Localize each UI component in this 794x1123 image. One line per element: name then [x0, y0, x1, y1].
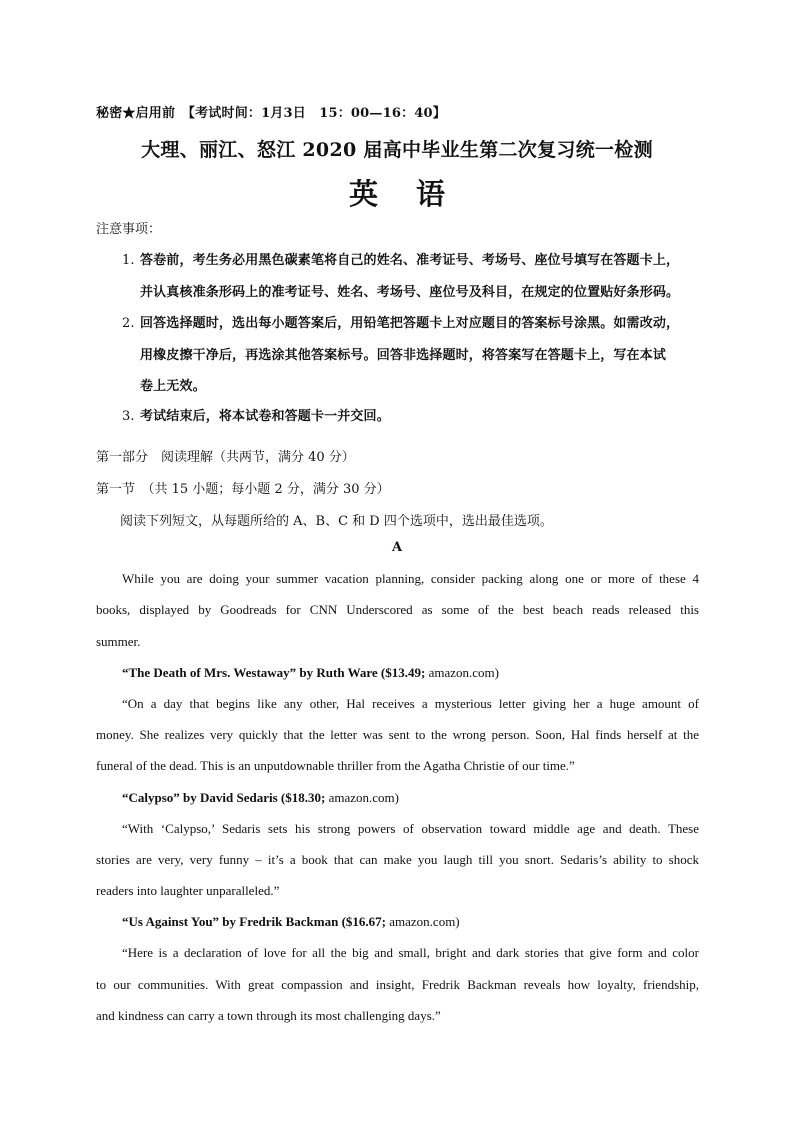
paragraph-line: “With ‘Calypso,’ Sedaris sets his strong powers of observation toward middle age and death. These [122, 821, 699, 836]
paragraph-line: “Here is a declaration of love for all the big and small, bright and dark stories that give form and color [122, 945, 699, 960]
note-number: 2. [122, 316, 135, 331]
instruction: 阅读下列短文，从每题所给的 A、B、C 和 D 四个选项中，选出最佳选项。 [120, 514, 553, 529]
book-title [122, 914, 460, 930]
exam-time: 【考试时间：1月3日 15：00—16：40】 [188, 106, 446, 121]
paragraph-line: While you are doing your summer vacation planning, consider packing along one or more of these 4 [122, 571, 699, 586]
paragraph-line: to our communities. With great compassion and insight, Fredrik Backman reveals how loyalty, friendship, [96, 977, 699, 992]
paragraph-line: funeral of the dead. This is an unputdownable thriller from the Agatha Christie of our time.” [96, 758, 575, 773]
book-title-source: amazon.com) [425, 665, 499, 680]
book-title-main: “The Death of Mrs. Westaway” by Ruth Ware ($13.49; [122, 665, 426, 680]
book-title-source: amazon.com) [386, 914, 460, 929]
book-title-source: amazon.com) [325, 790, 399, 805]
header-line [96, 102, 446, 121]
note-line: 卷上无效。 [140, 379, 206, 394]
note-line: 答卷前，考生务必用黑色碳素笔将自己的姓名、准考证号、考场号、座位号填写在答题卡上， [140, 253, 680, 268]
paragraph-line: summer. [96, 634, 141, 649]
section-heading: 第一节 （共 15 小题；每小题 2 分，满分 30 分） [96, 482, 390, 497]
passage-letter: A [391, 540, 403, 555]
note-item [122, 405, 390, 424]
paragraph-line: “On a day that begins like any other, Hal receives a mysterious letter giving her a huge amount of [122, 696, 699, 711]
confidential-label: 秘密★启用前 [96, 106, 176, 121]
note-number: 3. [122, 409, 135, 424]
note-number: 1. [122, 253, 135, 268]
subject-title: 英语 [348, 177, 483, 211]
part-heading: 第一部分 阅读理解（共两节，满分 40 分） [96, 450, 355, 465]
note-item [122, 312, 679, 331]
paragraph-line: and kindness can carry a town through its most challenging days.” [96, 1008, 441, 1023]
book-title-main: “Calypso” by David Sedaris ($18.30; [122, 790, 326, 805]
exam-title: 大理、丽江、怒江 2020 届高中毕业生第二次复习统一检测 [141, 139, 653, 161]
note-line: 用橡皮擦干净后，再选涂其他答案标号。回答非选择题时，将答案写在答题卡上，写在本试 [140, 348, 667, 363]
paragraph-line: readers into laughter unparalleled.” [96, 883, 280, 898]
notes-title: 注意事项： [96, 222, 162, 237]
note-line: 考试结束后，将本试卷和答题卡一并交回。 [140, 409, 390, 424]
note-line: 并认真核准条形码上的准考证号、姓名、考场号、座位号及科目，在规定的位置贴好条形码。 [140, 285, 680, 300]
paragraph-line: books, displayed by Goodreads for CNN Underscored as some of the best beach reads released this [96, 602, 699, 617]
book-title-main: “Us Against You” by Fredrik Backman ($16.67; [122, 914, 386, 929]
book-title [122, 790, 399, 806]
paragraph-line: money. She realizes very quickly that the letter was sent to the wrong person. Soon, Hal finds herself at the [96, 727, 699, 742]
note-item [122, 249, 679, 268]
book-title [122, 665, 499, 681]
note-line: 回答选择题时，选出每小题答案后，用铅笔把答题卡上对应题目的答案标号涂黑。如需改动， [140, 316, 680, 331]
paragraph-line: stories are very, very funny – it’s a book that can make you laugh till you snort. Sedaris’s ability to shock [96, 852, 699, 867]
